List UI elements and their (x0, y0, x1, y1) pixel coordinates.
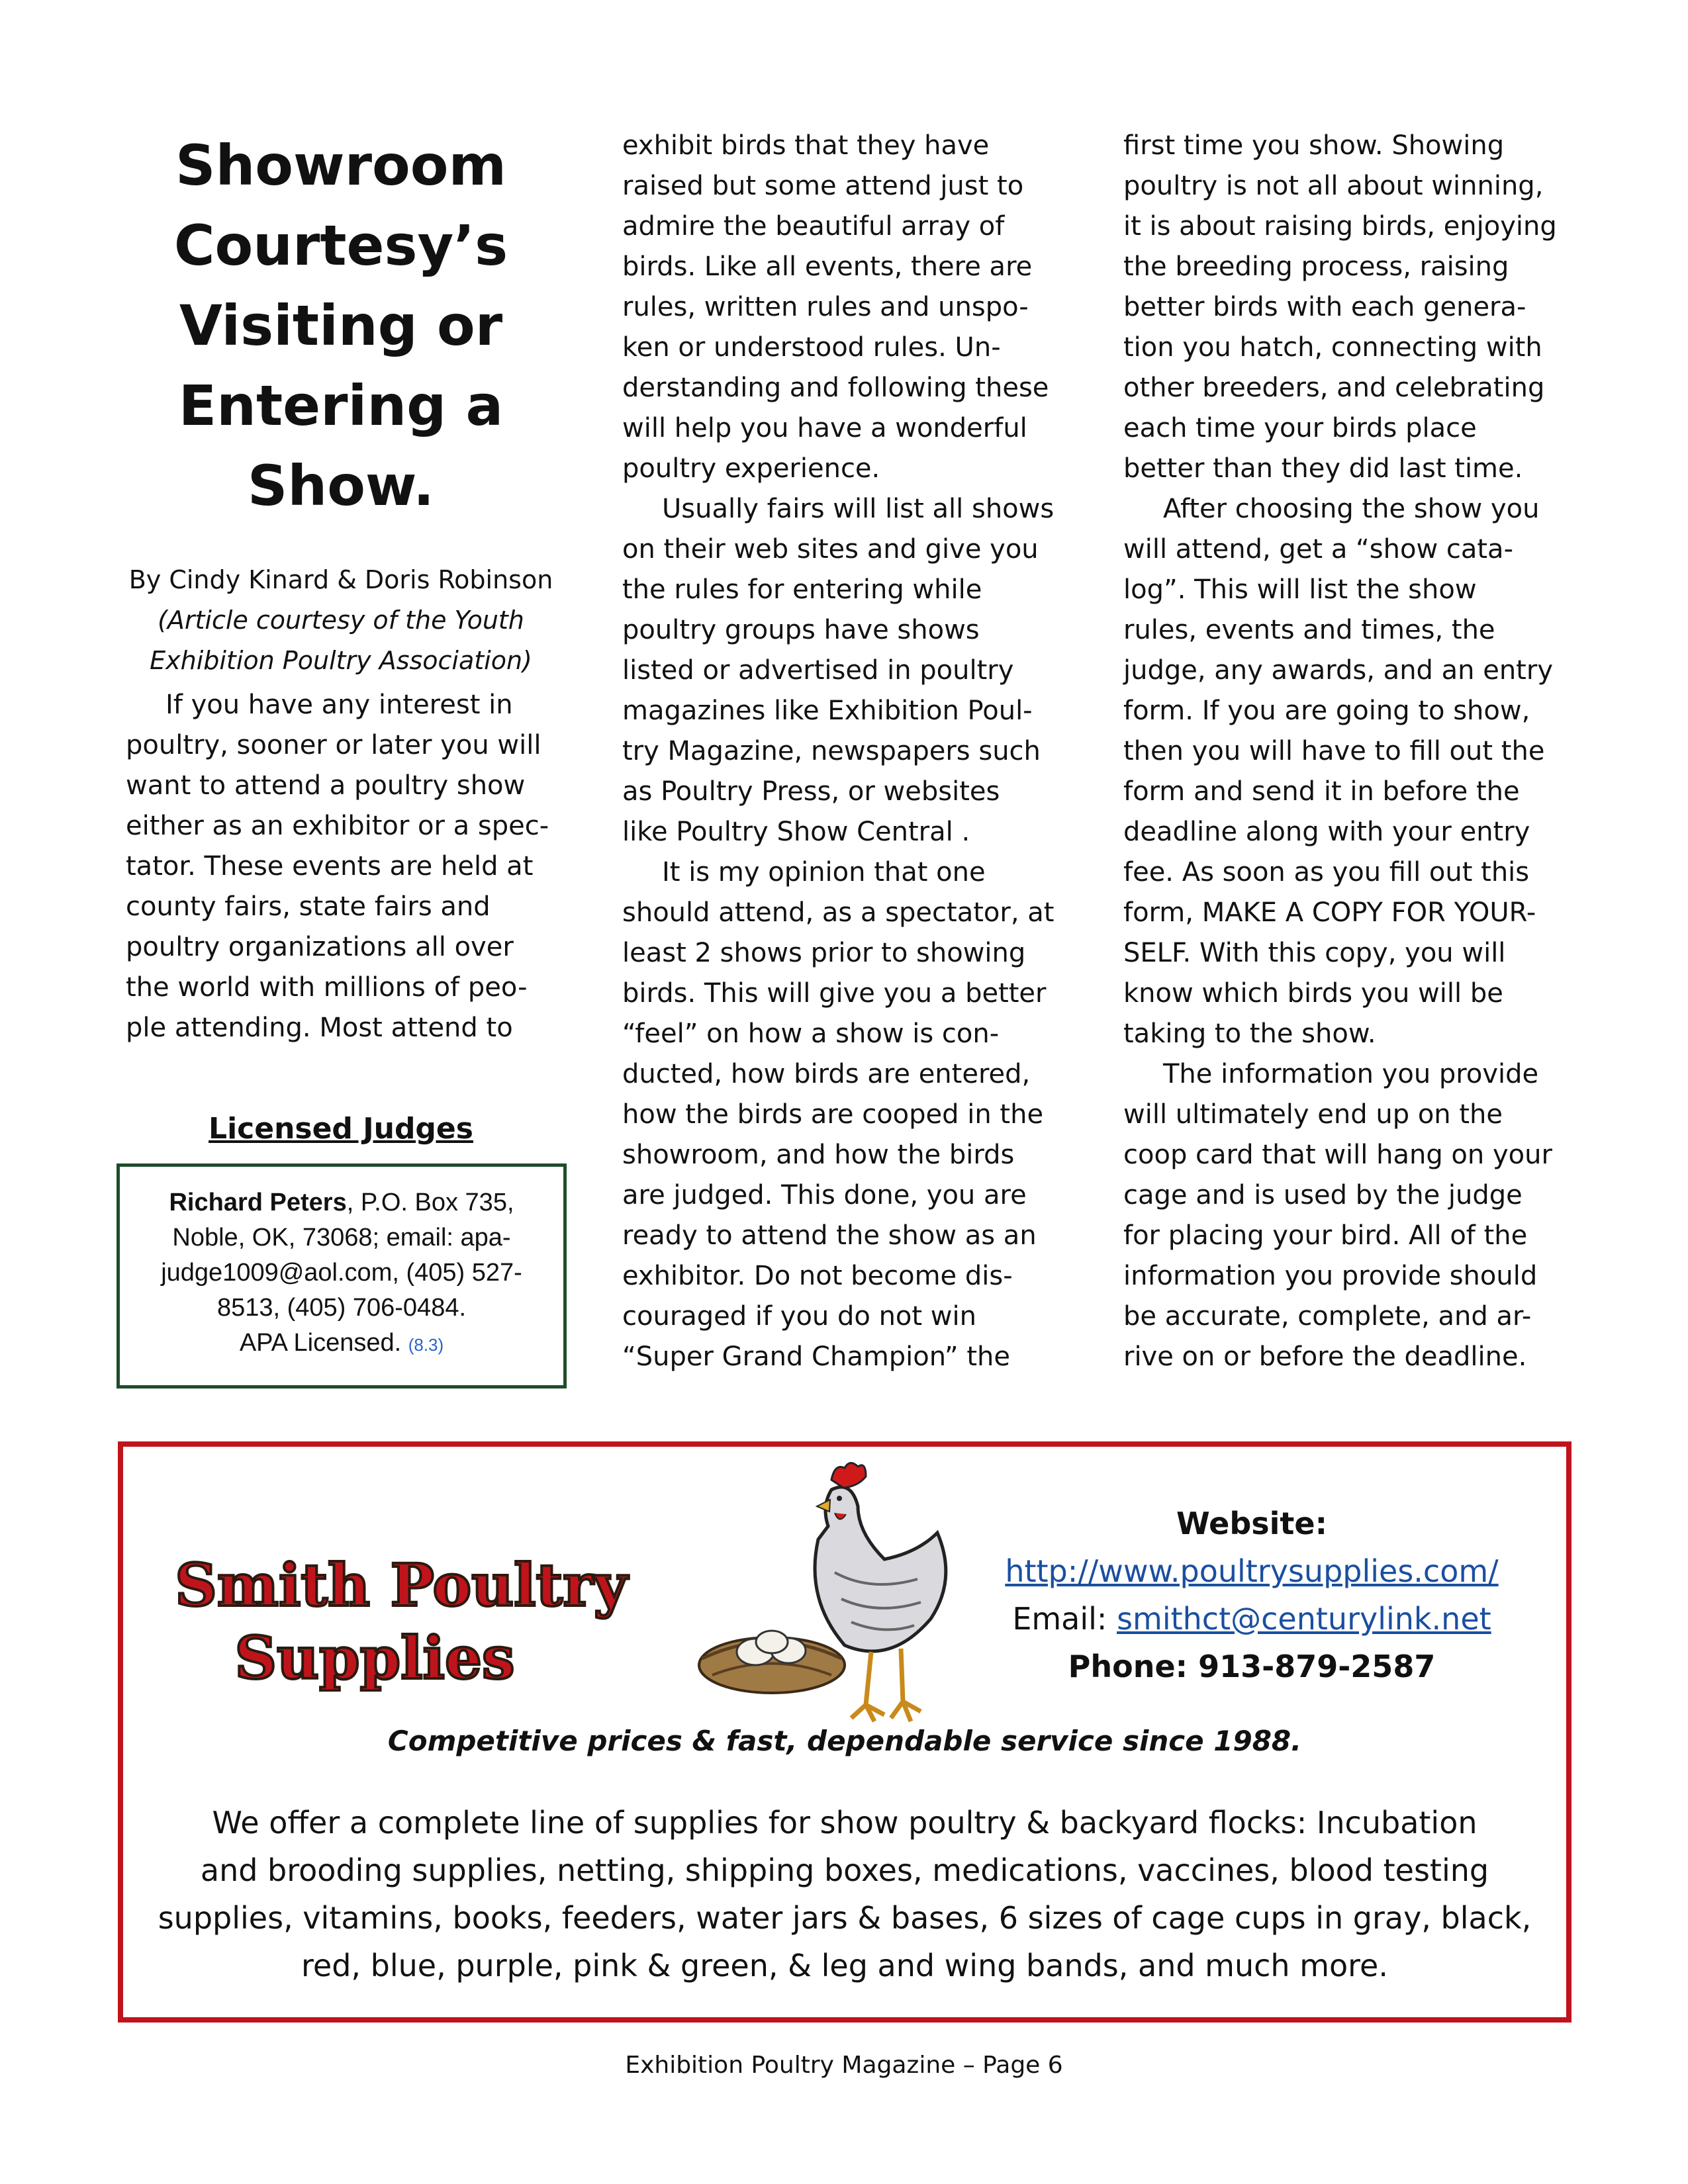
article-line: ready to attend the show as an (622, 1220, 1037, 1251)
article-line: ken or understood rules. Un- (622, 332, 1001, 363)
article-line: first time you show. Showing (1123, 130, 1505, 161)
judge-address: , P.O. Box 735, (346, 1189, 514, 1216)
judge-email: judge1009@aol.com, (405) 527- (161, 1259, 522, 1287)
article-column-3 (1123, 126, 1560, 1377)
article-line: After choosing the show you (1163, 494, 1540, 524)
article-line: poultry, sooner or later you will (126, 730, 541, 760)
article-line: “feel” on how a show is con- (622, 1019, 1000, 1049)
article-line: on their web sites and give you (622, 534, 1039, 565)
hen-icon (815, 1463, 946, 1721)
article-line: exhibitor. Do not become dis- (622, 1261, 1013, 1291)
article-line: raised but some attend just to (622, 171, 1024, 201)
article-line: will attend, get a “show cata- (1123, 534, 1514, 565)
email-link[interactable]: smithct@centurylink.net (1117, 1601, 1491, 1637)
judge-license: APA Licensed. (239, 1329, 408, 1357)
article-line: should attend, as a spectator, at (622, 897, 1055, 928)
article-column-2 (622, 126, 1072, 1377)
judge-address: Noble, OK, 73068; email: apa- (172, 1224, 511, 1251)
phone-number: Phone: 913-879-2587 (1068, 1649, 1436, 1684)
article-line: the world with millions of peo- (126, 972, 528, 1003)
ad-tagline: Competitive prices & fast, dependable service since 1988. (387, 1725, 1302, 1757)
article-line: form, MAKE A COPY FOR YOUR- (1123, 897, 1536, 928)
article-line: better birds with each genera- (1123, 292, 1526, 322)
article-line: cage and is used by the judge (1123, 1180, 1523, 1210)
article-line: poultry groups have shows (622, 615, 980, 645)
article-line: ducted, how birds are entered, (622, 1059, 1031, 1089)
article-line: it is about raising birds, enjoying (1123, 211, 1557, 242)
article-line: better than they did last time. (1123, 453, 1523, 484)
offer-line: supplies, vitamins, books, feeders, water jars & bases, 6 sizes of cage cups in gray, black, (158, 1900, 1532, 1936)
byline-block (126, 560, 556, 681)
article-line: SELF. With this copy, you will (1123, 938, 1506, 968)
article-line: will help you have a wonderful (622, 413, 1027, 443)
article-line: judge, any awards, and an entry (1123, 655, 1553, 686)
judges-listing-box (117, 1163, 567, 1388)
article-line: It is my opinion that one (662, 857, 986, 887)
logo-text-line1: Smith Poultry (175, 1551, 628, 1619)
hen-and-nest-illustration (692, 1453, 970, 1738)
article-line: log”. This will list the show (1123, 574, 1477, 605)
byline: By Cindy Kinard & Doris Robinson (128, 565, 553, 594)
nest-icon (699, 1631, 845, 1693)
article-line: tion you hatch, connecting with (1123, 332, 1542, 363)
article-line: showroom, and how the birds (622, 1140, 1015, 1170)
article-line: derstanding and following these (622, 373, 1049, 403)
article-line: poultry is not all about winning, (1123, 171, 1544, 201)
article-line: as Poultry Press, or websites (622, 776, 1000, 807)
article-line: the breeding process, raising (1123, 251, 1509, 282)
article-line: tator. These events are held at (126, 851, 534, 882)
article-line: rive on or before the deadline. (1123, 1342, 1527, 1372)
article-line: admire the beautiful array of (622, 211, 1005, 242)
contact-block (970, 1500, 1533, 1690)
article-line: exhibit birds that they have (622, 130, 990, 161)
article-line: will ultimately end up on the (1123, 1099, 1503, 1130)
website-link[interactable]: http://www.poultrysupplies.com/ (1005, 1553, 1499, 1589)
article-line: rules, events and times, the (1123, 615, 1495, 645)
logo-text-line2: Supplies (234, 1623, 515, 1692)
article-line: are judged. This done, you are (622, 1180, 1027, 1210)
website-label: Website: (1176, 1506, 1327, 1541)
article-line: birds. Like all events, there are (622, 251, 1033, 282)
article-line: coop card that will hang on your (1123, 1140, 1552, 1170)
article-line: other breeders, and celebrating (1123, 373, 1545, 403)
smith-poultry-logo (163, 1546, 639, 1692)
article-column-1 (126, 685, 556, 1048)
email-label: Email: (1012, 1601, 1117, 1637)
article-line: form. If you are going to show, (1123, 696, 1530, 726)
article-line: how the birds are cooped in the (622, 1099, 1044, 1130)
judge-phone: 8513, (405) 706-0484. (216, 1294, 467, 1322)
article-title (126, 126, 556, 526)
article-line: fee. As soon as you fill out this (1123, 857, 1530, 887)
credit-line: (Article courtesy of the Youth (158, 606, 524, 635)
article-line: If you have any interest in (165, 690, 513, 720)
article-line: The information you provide (1163, 1059, 1539, 1089)
offer-line: and brooding supplies, netting, shipping boxes, medications, vaccines, blood testing (200, 1852, 1489, 1888)
article-line: listed or advertised in poultry (622, 655, 1014, 686)
article-line: Usually fairs will list all shows (662, 494, 1055, 524)
advertisement-box (118, 1441, 1571, 2023)
article-line: information you provide should (1123, 1261, 1538, 1291)
article-line: county fairs, state fairs and (126, 891, 491, 922)
offer-line: We offer a complete line of supplies for show poultry & backyard flocks: Incubation (212, 1805, 1477, 1841)
article-line: want to attend a poultry show (126, 770, 526, 801)
article-line: taking to the show. (1123, 1019, 1376, 1049)
article-line: for placing your bird. All of the (1123, 1220, 1528, 1251)
title-line: Show. (247, 453, 435, 518)
article-line: poultry organizations all over (126, 932, 514, 962)
article-line: like Poultry Show Central . (622, 817, 970, 847)
article-line: “Super Grand Champion” the (622, 1342, 1011, 1372)
article-line: the rules for entering while (622, 574, 982, 605)
article-line: rules, written rules and unspo- (622, 292, 1029, 322)
judge-name: Richard Peters (169, 1189, 347, 1216)
licensed-judges-heading: Licensed Judges (209, 1112, 473, 1146)
judge-license-number: (8.3) (408, 1335, 444, 1355)
title-line: Courtesy’s (173, 213, 508, 278)
article-line: either as an exhibitor or a spec- (126, 811, 549, 841)
article-line: be accurate, complete, and ar- (1123, 1301, 1532, 1332)
article-line: know which birds you will be (1123, 978, 1503, 1009)
article-line: least 2 shows prior to showing (622, 938, 1026, 968)
article-line: then you will have to fill out the (1123, 736, 1545, 766)
title-line: Showroom (175, 133, 506, 198)
article-line: birds. This will give you a better (622, 978, 1047, 1009)
article-line: form and send it in before the (1123, 776, 1520, 807)
article-line: each time your birds place (1123, 413, 1477, 443)
article-line: poultry experience. (622, 453, 880, 484)
offer-line: red, blue, purple, pink & green, & leg and wing bands, and much more. (301, 1948, 1388, 1983)
title-line: Entering a (178, 373, 504, 438)
article-line: magazines like Exhibition Poul- (622, 696, 1033, 726)
page-footer: Exhibition Poultry Magazine – Page 6 (625, 2052, 1063, 2079)
credit-line: Exhibition Poultry Association) (150, 646, 532, 675)
article-line: try Magazine, newspapers such (622, 736, 1041, 766)
article-line: ple attending. Most attend to (126, 1013, 513, 1043)
article-line: couraged if you do not win (622, 1301, 976, 1332)
title-line: Visiting or (179, 293, 503, 358)
article-line: deadline along with your entry (1123, 817, 1530, 847)
ad-offer-text (136, 1799, 1553, 1989)
